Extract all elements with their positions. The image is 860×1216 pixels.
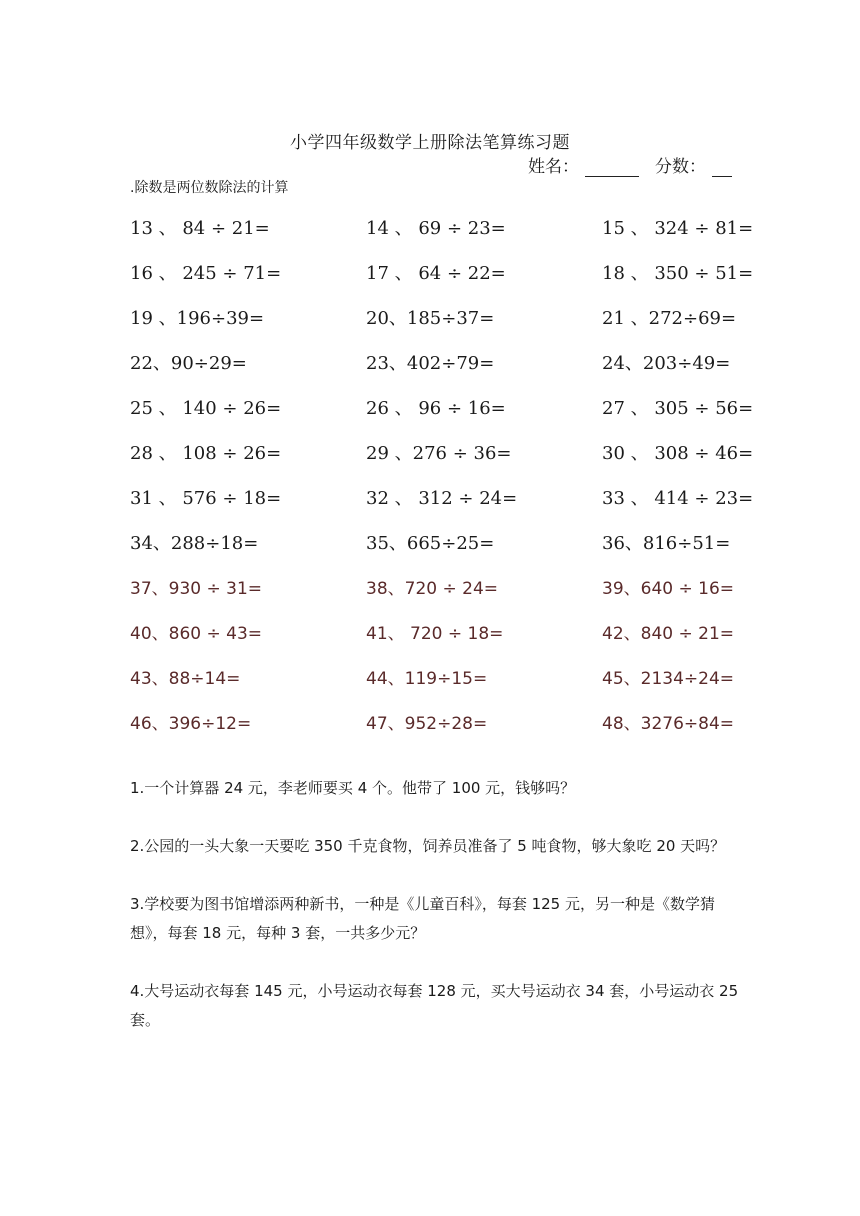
problem: 45、2134÷24= — [602, 669, 735, 689]
problem-row — [130, 339, 740, 384]
word-problem: 3.学校要为图书馆增添两种新书，一种是《儿童百科》，每套 125 元，另一种是《数学猜想》，每套 18 元，每种 3 套，一共多少元？ — [130, 895, 715, 942]
problem: 25 、 140 ÷ 26= — [130, 397, 282, 419]
problem-row — [130, 429, 754, 474]
problem: 29 、276 ÷ 36= — [366, 442, 512, 464]
name-label: 姓名： — [528, 157, 579, 177]
problem: 38、720 ÷ 24= — [366, 579, 499, 599]
problem: 31 、 576 ÷ 18= — [130, 487, 282, 509]
name-blank — [585, 158, 639, 177]
problem: 48、3276÷84= — [602, 714, 735, 734]
problem: 21 、272÷69= — [602, 307, 737, 329]
problem: 33 、 414 ÷ 23= — [602, 487, 754, 509]
problem-row — [130, 564, 740, 609]
problem-row — [130, 609, 740, 654]
problem: 37、930 ÷ 31= — [130, 579, 263, 599]
problem-row — [130, 519, 740, 564]
problem: 17 、 64 ÷ 22= — [366, 262, 506, 284]
problem: 22、90÷29= — [130, 352, 247, 374]
problem: 13 、 84 ÷ 21= — [130, 217, 270, 239]
problem-row — [130, 474, 754, 519]
problem: 14 、 69 ÷ 23= — [366, 217, 506, 239]
page-title: 小学四年级数学上册除法笔算练习题 — [290, 133, 570, 153]
division-problems — [130, 204, 754, 744]
problem: 43、88÷14= — [130, 669, 241, 689]
problem: 16 、 245 ÷ 71= — [130, 262, 282, 284]
problem: 26 、 96 ÷ 16= — [366, 397, 506, 419]
problem-row — [130, 249, 754, 294]
word-problem: 1.一个计算器 24 元，李老师要买 4 个。他带了 100 元，钱够吗？ — [130, 779, 576, 797]
problem: 19 、196÷39= — [130, 307, 265, 329]
problem: 32 、 312 ÷ 24= — [366, 487, 518, 509]
problem: 39、640 ÷ 16= — [602, 579, 735, 599]
problem: 46、396÷12= — [130, 714, 252, 734]
score-label: 分数： — [655, 157, 706, 177]
problem: 47、952÷28= — [366, 714, 488, 734]
word-problem: 4.大号运动衣每套 145 元，小号运动衣每套 128 元，买大号运动衣 34 套，小号运动衣 25 套。 — [130, 982, 739, 1029]
problem: 18 、 350 ÷ 51= — [602, 262, 754, 284]
problem: 44、119÷15= — [366, 669, 488, 689]
problem: 28 、 108 ÷ 26= — [130, 442, 282, 464]
score-blank — [712, 158, 732, 177]
student-info — [528, 152, 732, 177]
problem: 27 、 305 ÷ 56= — [602, 397, 754, 419]
problem: 34、288÷18= — [130, 532, 259, 554]
problem: 41、 720 ÷ 18= — [366, 624, 504, 644]
problem-row — [130, 204, 754, 249]
problem: 35、665÷25= — [366, 532, 495, 554]
word-problems — [130, 774, 740, 1064]
problem: 23、402÷79= — [366, 352, 495, 374]
problem: 36、816÷51= — [602, 532, 731, 554]
section-title: .除数是两位数除法的计算 — [130, 180, 289, 196]
problem-row — [130, 384, 754, 429]
problem: 24、203÷49= — [602, 352, 731, 374]
word-problem: 2.公园的一头大象一天要吃 350 千克食物，饲养员准备了 5 吨食物，够大象吃 20 天吗？ — [130, 837, 726, 855]
problem: 42、840 ÷ 21= — [602, 624, 735, 644]
problem-row — [130, 294, 740, 339]
problem-row — [130, 654, 740, 699]
problem: 15 、 324 ÷ 81= — [602, 217, 754, 239]
problem: 20、185÷37= — [366, 307, 495, 329]
problem-row — [130, 699, 740, 744]
problem: 40、860 ÷ 43= — [130, 624, 263, 644]
problem: 30 、 308 ÷ 46= — [602, 442, 754, 464]
